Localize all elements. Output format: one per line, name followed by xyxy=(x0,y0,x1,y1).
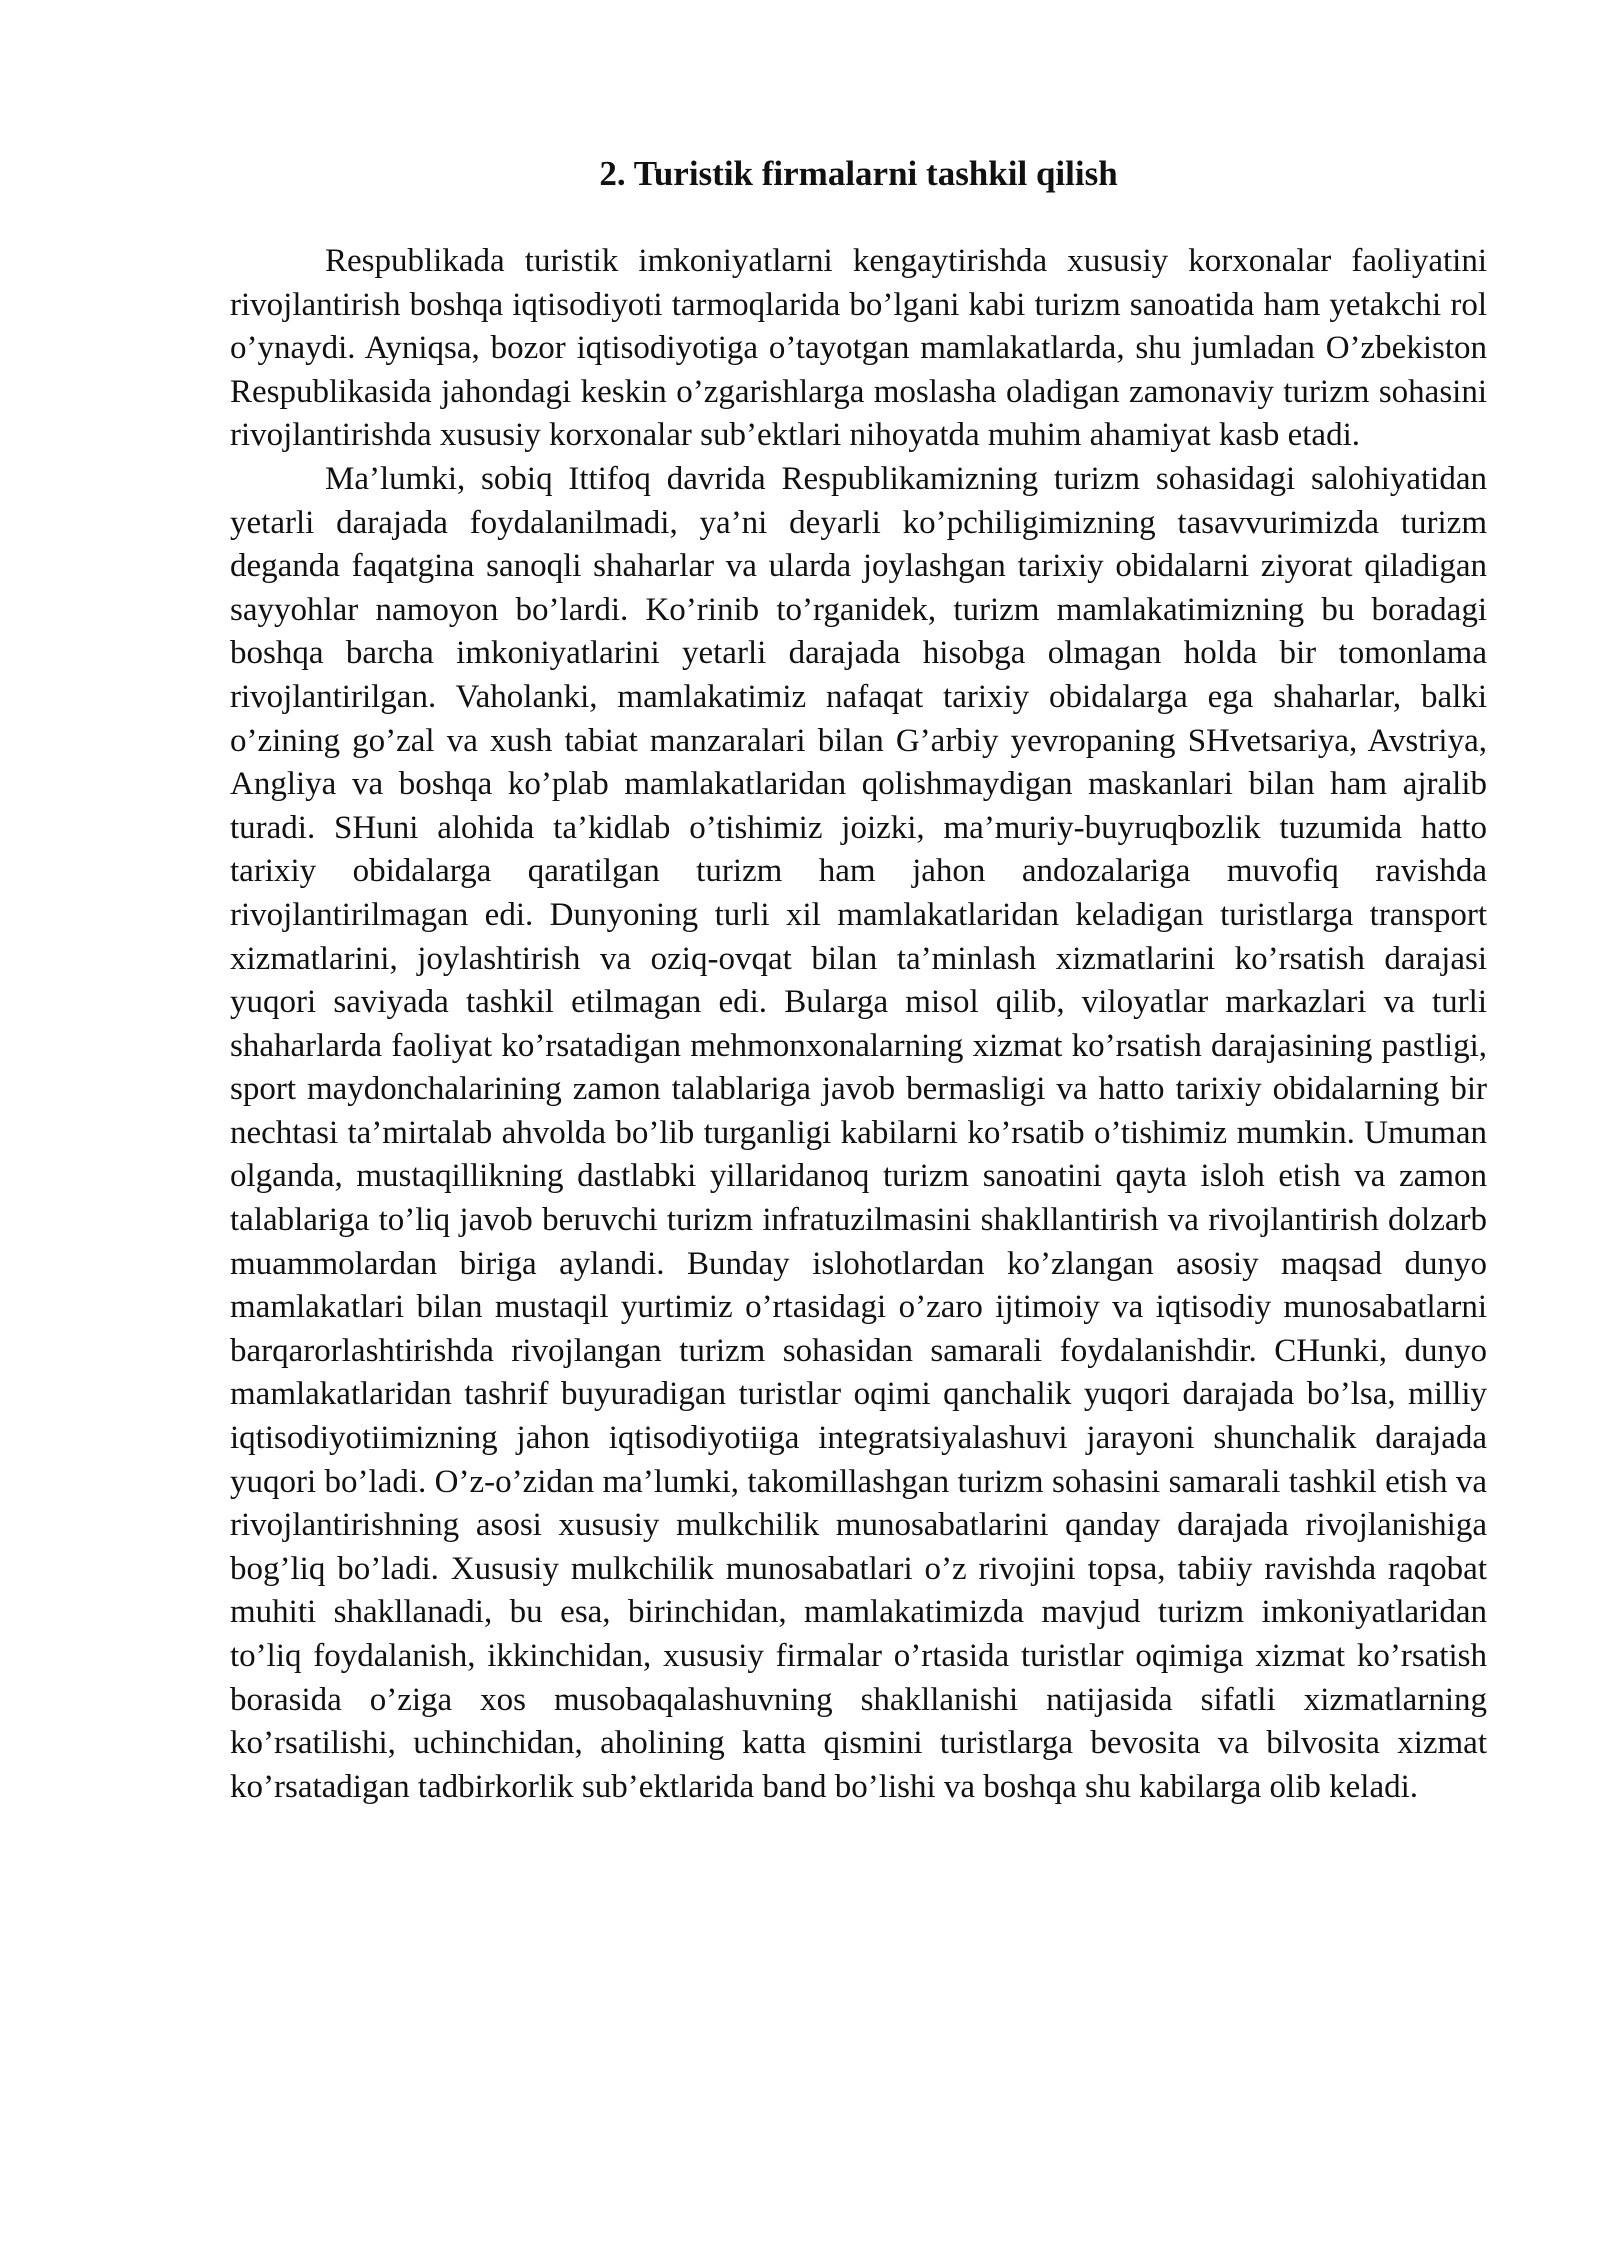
paragraph-2: Ma’lumki, sobiq Ittifoq davrida Respublikamizning turizm sohasidagi salohiyatidan yetarli darajada foydalanilmadi, ya’ni deyarli ko’pchiligimizning tasavvurimizda turizm deganda faqatgina sanoqli shaharlar va ularda joylashgan tarixiy obidalarni ziyorat qiladigan sayyohlar namoyon bo’lardi. Ko’rinib to’rganidek, turizm mamlakatimizning bu boradagi boshqa barcha imkoniyatlarini yetarli darajada hisobga olmagan holda bir tomonlama rivojlantirilgan. Vaholanki, mamlakatimiz nafaqat tarixiy obidalarga ega shaharlar, balki o’zining go’zal va xush tabiat manzaralari bilan G’arbiy yevropaning SHvetsariya, Avstriya, Angliya va boshqa ko’plab mamlakatlaridan qolishmaydigan maskanlari bilan ham ajralib turadi. SHuni alohida ta’kidlab o’tishimiz joizki, ma’muriy-buyruqbozlik tuzumida hatto tarixiy obidalarga qaratilgan turizm ham jahon andozalariga muvofiq ravishda rivojlantirilmagan edi. Dunyoning turli xil mamlakatlaridan keladigan turistlarga transport xizmatlarini, joylashtirish va oziq-ovqat bilan ta’minlash xizmatlarini ko’rsatish darajasi yuqori saviyada tashkil etilmagan edi. Bularga misol qilib, viloyatlar markazlari va turli shaharlarda faoliyat ko’rsatadigan mehmonxonalarning xizmat ko’rsatish darajasining pastligi, sport maydonchalarining zamon talablariga javob bermasligi va hatto tarixiy obidalarning bir nechtasi ta’mirtalab ahvolda bo’lib turganligi kabilarni ko’rsatib o’tishimiz mumkin. Umuman olganda, mustaqillikning dastlabki yillaridanoq turizm sanoatini qayta isloh etish va zamon talablariga to’liq javob beruvchi turizm infratuzilmasini shakllantirish va rivojlantirish dolzarb muammolardan biriga aylandi. Bunday islohotlardan ko’zlangan asosiy maqsad dunyo mamlakatlari bilan mustaqil yurtimiz o’rtasidagi o’zaro ijtimoiy va iqtisodiy munosabatlarni barqarorlashtirishda rivojlangan turizm sohasidan samarali foydalanishdir. CHunki, dunyo mamlakatlaridan tashrif buyuradigan turistlar oqimi qanchalik yuqori darajada bo’lsa, milliy iqtisodiyotiimizning jahon iqtisodiyotiiga integratsiyalashuvi jarayoni shunchalik darajada yuqori bo’ladi. O’z-o’zidan ma’lumki, takomillashgan turizm sohasini samarali tashkil etish va rivojlantirishning asosi xususiy mulkchilik munosabatlarini qanday darajada rivojlanishiga bog’liq bo’ladi. Xususiy mulkchilik munosabatlari o’z rivojini topsa, tabiiy ravishda raqobat muhiti shakllanadi, bu esa, birinchidan, mamlakatimizda mavjud turizm imkoniyatlaridan to’liq foydalanish, ikkinchidan, xususiy firmalar o’rtasida turistlar oqimiga xizmat ko’rsatish borasida o’ziga xos musobaqalashuvning shakllanishi natijasida sifatli xizmatlarning ko’rsatilishi, uchinchidan, aholining katta qismini turistlarga bevosita va bilvosita xizmat ko’rsatadigan tadbirkorlik sub’ektlarida band bo’lishi va boshqa shu kabilarga olib keladi. xyxy=(230,460,1487,1805)
paragraph-1: Respublikada turistik imkoniyatlarni kengaytirishda xususiy korxonalar faoliyatini rivojlantirish boshqa iqtisodiyoti tarmoqlarida bo’lgani kabi turizm sanoatida ham yetakchi rol o’ynaydi. Ayniqsa, bozor iqtisodiyotiga o’tayotgan mamlakatlarda, shu jumladan O’zbekiston Respublikasida jahondagi keskin o’zgarishlarga moslasha oladigan zamonaviy turizm sohasini rivojlantirishda xususiy korxonalar sub’ektlari nihoyatda muhim ahamiyat kasb etadi. xyxy=(230,243,1487,454)
document-title: 2. Turistik firmalarni tashkil qilish xyxy=(599,154,1118,193)
document-body xyxy=(230,240,1487,1809)
